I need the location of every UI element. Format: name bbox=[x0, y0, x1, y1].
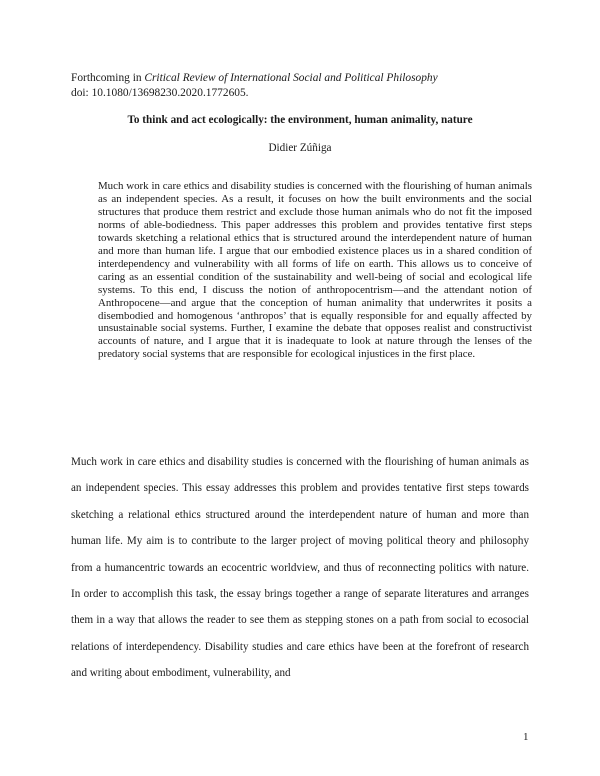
paper-title: To think and act ecologically: the environment, human animality, nature bbox=[127, 114, 473, 126]
doi-line: doi: 10.1080/13698230.2020.1772605. bbox=[71, 86, 249, 99]
journal-name: Critical Review of International Social and Political Philosophy bbox=[144, 72, 438, 84]
author-name: Didier Zúñiga bbox=[268, 142, 332, 154]
page-number: 1 bbox=[523, 731, 529, 743]
body-paragraph: Much work in care ethics and disability studies is concerned with the flourishing of human animals as an independent species. This essay addresses this problem and provides tentative first steps towards sketching a relational ethics structured around the interdependent nature of human and more than human life. My aim is to contribute to the larger project of moving political theory and philosophy from a humancentric towards an ecocentric worldview, and thus of reconnecting politics with nature. In order to accomplish this task, the essay brings together a range of separate literatures and arranges them in a way that allows the reader to see them as stepping stones on a path from social to ecosocial relations of interdependency. Disability studies and care ethics have been at the forefront of research and writing about embodiment, vulnerability, and bbox=[71, 456, 529, 680]
forthcoming-prefix: Forthcoming in bbox=[71, 72, 145, 84]
publication-header bbox=[71, 71, 438, 100]
forthcoming-line bbox=[71, 71, 438, 86]
abstract-paragraph: Much work in care ethics and disability studies is concerned with the flourishing of human animals as an independent species. As a result, it focuses on how the built environments and the social structures that produce them restrict and exclude those human animals who do not fit the imposed norms of able-bodiedness. This paper addresses this problem and provides tentative first steps towards sketching a relational ethics that is structured around the interdependent nature of human and more than human life. I argue that our embodied existence places us in a shared condition of interdependency and vulnerability with all forms of life on earth. This allows us to conceive of caring as an essential condition of the sustainability and well-being of social and ecological life systems. To this end, I discuss the notion of anthropocentrism—and the attendant notion of Anthropocene—and argue that the conception of human animality that underwrites it posits a disembodied and homogenous ‘anthropos’ that is equally responsible for and equally affected by unsustainable social systems. Further, I examine the debate that opposes realist and constructivist accounts of nature, and I argue that it is inadequate to look at nature through the lenses of the predatory social systems that are responsible for ecological injustices in the first place. bbox=[98, 180, 532, 361]
